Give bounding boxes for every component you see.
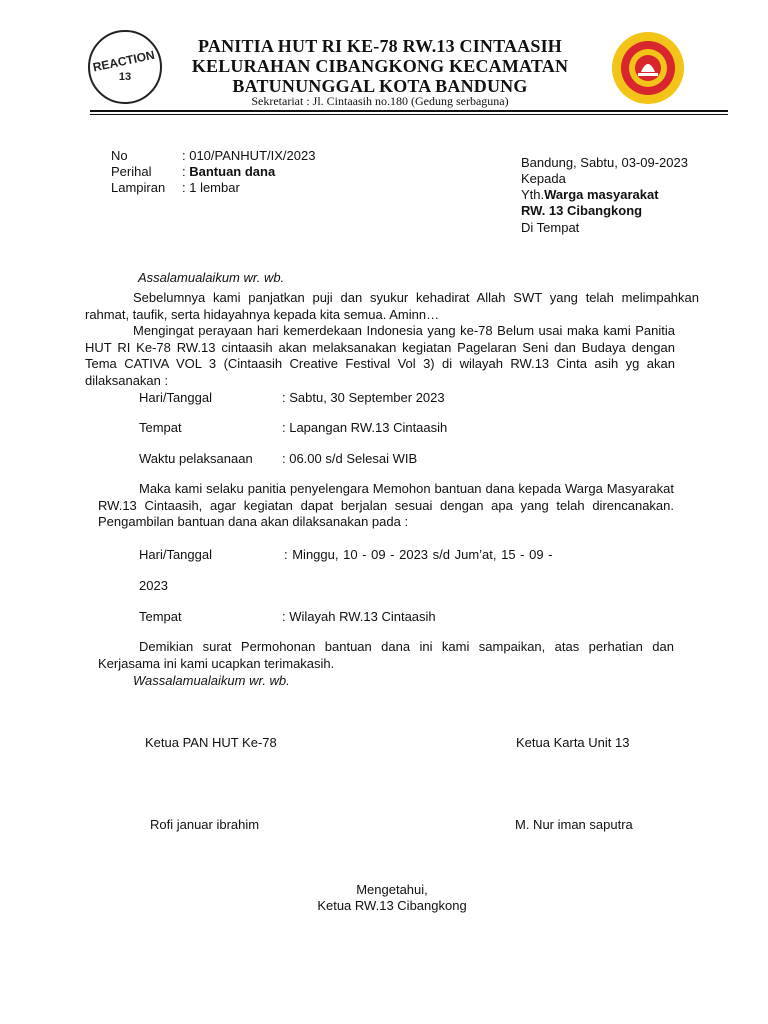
right-signatory-name: M. Nur iman saputra xyxy=(515,817,633,832)
no-value: : 010/PANHUT/IX/2023 xyxy=(182,148,316,163)
logo-left-text: REACTION xyxy=(91,47,156,75)
collection-place-value: : Wilayah RW.13 Cintaasih xyxy=(282,609,436,624)
event-time-value: : 06.00 s/d Selesai WIB xyxy=(282,451,418,466)
paragraph-4: Demikian surat Permohonan bantuan dana ini kami sampaikan, atas perhatian dan Kerjasama ini kami ucapkan terimakasih. xyxy=(98,639,674,671)
acknowledged-label: Mengetahui, xyxy=(356,882,428,897)
paragraph-1: Sebelumnya kami panjatkan puji dan syukur kehadirat Allah SWT yang telah melimpahkan rahmat, taufik, serta hidayahnya kepada kita semua. Aminn… xyxy=(85,290,699,322)
collection-place-label: Tempat xyxy=(139,609,182,624)
anniversary-emblem-logo xyxy=(612,32,684,104)
event-place-label: Tempat xyxy=(139,420,182,435)
left-signatory-title: Ketua PAN HUT Ke-78 xyxy=(145,735,277,750)
paragraph-3: Maka kami selaku panitia penyelengara Memohon bantuan dana kepada Warga Masyarakat RW.13 Cintaasih, agar kegiatan dapat berjalan sesuai dengan apa yang telah direncanakan. Pengambilan bantuan dana akan dilaksanakan pada : xyxy=(98,481,674,529)
letterhead-rule-thin xyxy=(90,114,728,115)
perihal-value: : Bantuan dana xyxy=(182,164,276,179)
perihal-label: Perihal xyxy=(111,164,152,179)
collection-day-value: : Minggu, 10 - 09 - 2023 s/d Jum’at, 15 - 09 - xyxy=(284,547,553,562)
lampiran-label: Lampiran xyxy=(111,180,166,195)
letterhead-line-2: KELURAHAN CIBANGKONG KECAMATAN xyxy=(191,56,569,76)
event-time-label: Waktu pelaksanaan xyxy=(139,451,253,466)
reaction-13-logo xyxy=(88,30,162,104)
secretariat-address: Sekretariat : Jl. Cintaasih no.180 (Gedung serbaguna) xyxy=(251,94,509,108)
event-day-label: Hari/Tanggal xyxy=(139,390,212,405)
letterhead-line-1: PANITIA HUT RI KE-78 RW.13 CINTAASIH xyxy=(198,36,562,56)
no-label: No xyxy=(111,148,128,163)
closing-greeting: Wassalamualaikum wr. wb. xyxy=(133,673,290,688)
lampiran-value: : 1 lembar xyxy=(182,180,240,195)
letterhead-rule xyxy=(90,110,728,112)
letterhead-line-3: BATUNUNGGAL KOTA BANDUNG xyxy=(232,76,528,96)
right-signatory-title: Ketua Karta Unit 13 xyxy=(516,735,630,750)
recipient-name: Yth.Warga masyarakat xyxy=(521,187,659,202)
collection-day-value-continued: 2023 xyxy=(139,578,168,593)
paragraph-2: Mengingat perayaan hari kemerdekaan Indonesia yang ke-78 Belum usai maka kami Panitia HUT RI Ke-78 RW.13 cintaasih akan melaksanakan kegiatan Pagelaran Seni dan Budaya dengan Tema CATIVA VOL 3 (Cintaasih Creative Festival Vol 3) di wilayah RW.13 Cinta asih yg akan dilaksanakan : xyxy=(85,323,675,388)
recipient-rw: RW. 13 Cibangkong xyxy=(521,203,643,218)
greeting: Assalamualaikum wr. wb. xyxy=(138,270,285,285)
logo-left-number: 13 xyxy=(118,71,132,83)
kepada-label: Kepada xyxy=(521,171,566,186)
event-day-value: : Sabtu, 30 September 2023 xyxy=(282,390,445,405)
collection-day-label: Hari/Tanggal xyxy=(139,547,212,562)
left-signatory-name: Rofi januar ibrahim xyxy=(150,817,260,832)
acknowledged-title: Ketua RW.13 Cibangkong xyxy=(317,898,467,913)
recipient-place: Di Tempat xyxy=(521,220,580,235)
letter-date: Bandung, Sabtu, 03-09-2023 xyxy=(521,155,688,170)
event-place-value: : Lapangan RW.13 Cintaasih xyxy=(282,420,448,435)
